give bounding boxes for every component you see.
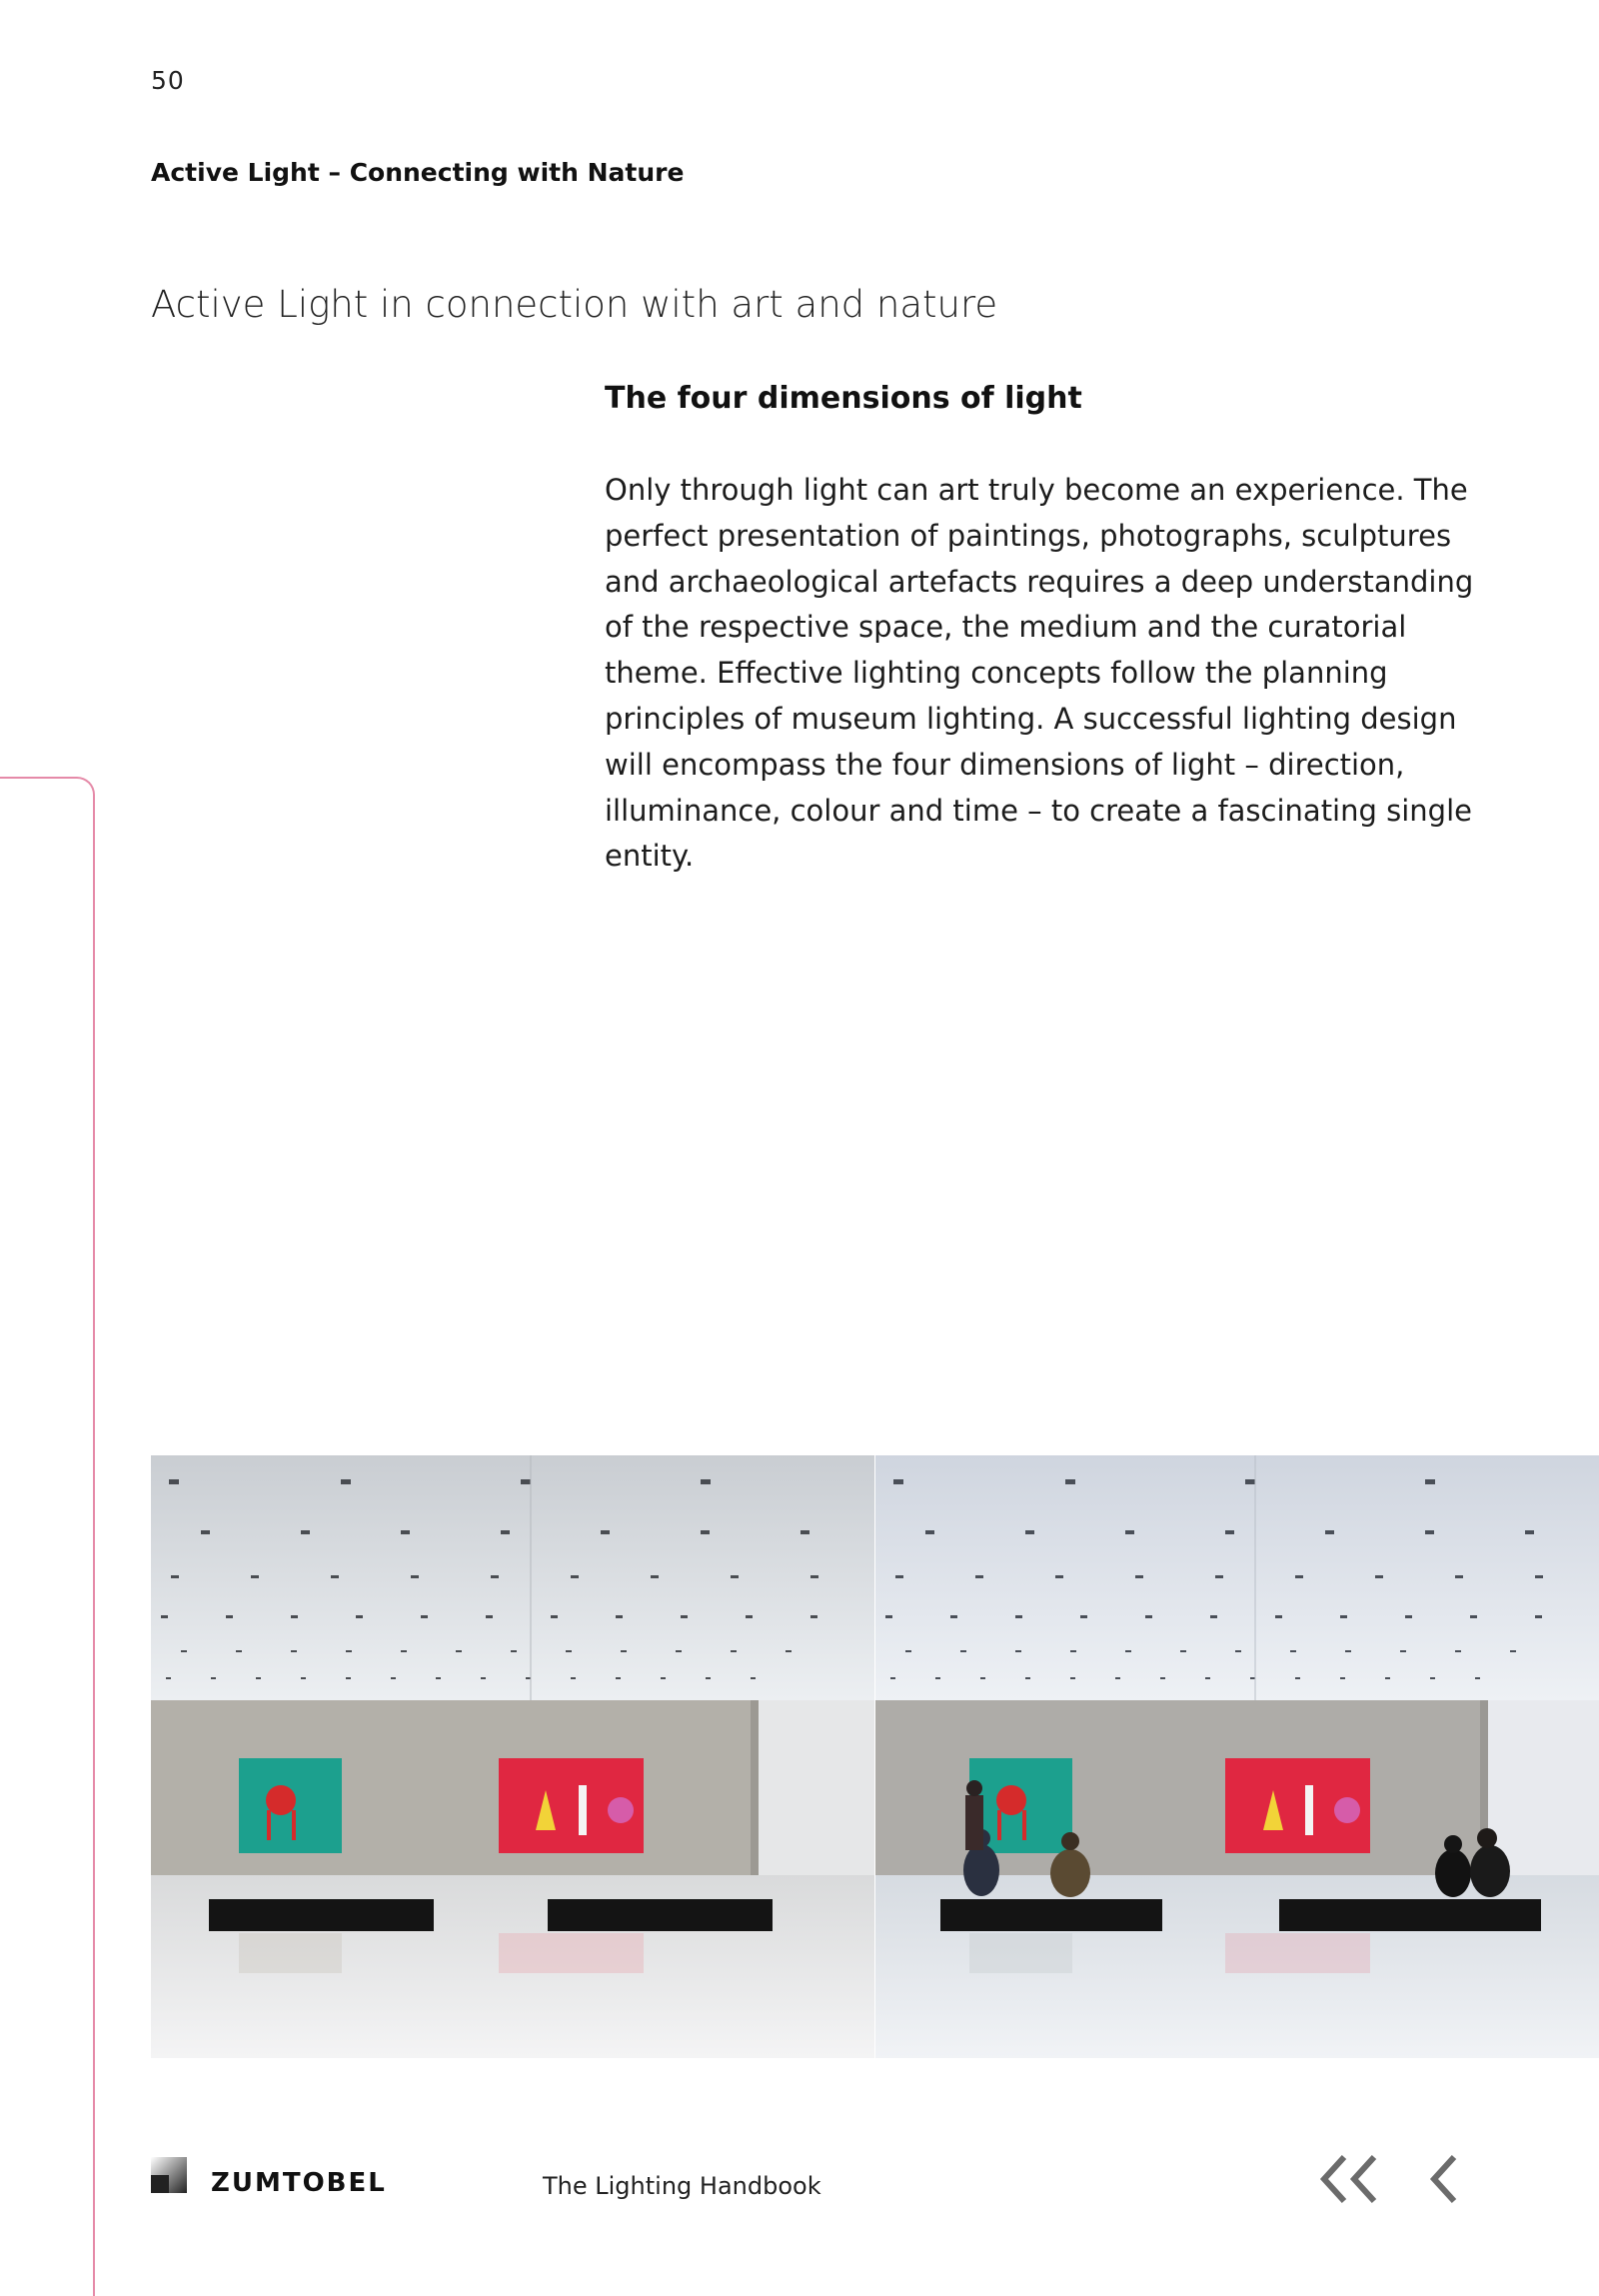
gallery-photo-visitors (875, 1455, 1599, 2058)
first-page-button[interactable] (1314, 2149, 1384, 2209)
page-number: 50 (151, 66, 185, 95)
double-chevron-left-icon (1314, 2149, 1384, 2209)
subheading: The four dimensions of light (605, 381, 1082, 416)
zumtobel-logo-icon (151, 2157, 187, 2193)
side-accent-rule (0, 777, 95, 2296)
gallery-photo-empty (151, 1455, 874, 2058)
previous-page-button[interactable] (1419, 2149, 1469, 2209)
page-title: Active Light in connection with art and nature (151, 283, 998, 326)
body-text: Only through light can art truly become an experience. The perfect presentation of paintings, photographs, sculptures and archaeological artefacts requires a deep understanding of the respective space, the medium and the curatorial theme. Effective lighting concepts follow the planning principles of museum lighting. A successful lighting design will encompass the four dimensions of light – direction, illuminance, colour and time – to create a fascinating single entity. (605, 473, 1474, 874)
section-label: Active Light – Connecting with Nature (151, 158, 685, 187)
footer-publication-title: The Lighting Handbook (543, 2172, 821, 2200)
chevron-left-icon (1419, 2149, 1469, 2209)
footer-brand: ZUMTOBEL (211, 2168, 387, 2198)
